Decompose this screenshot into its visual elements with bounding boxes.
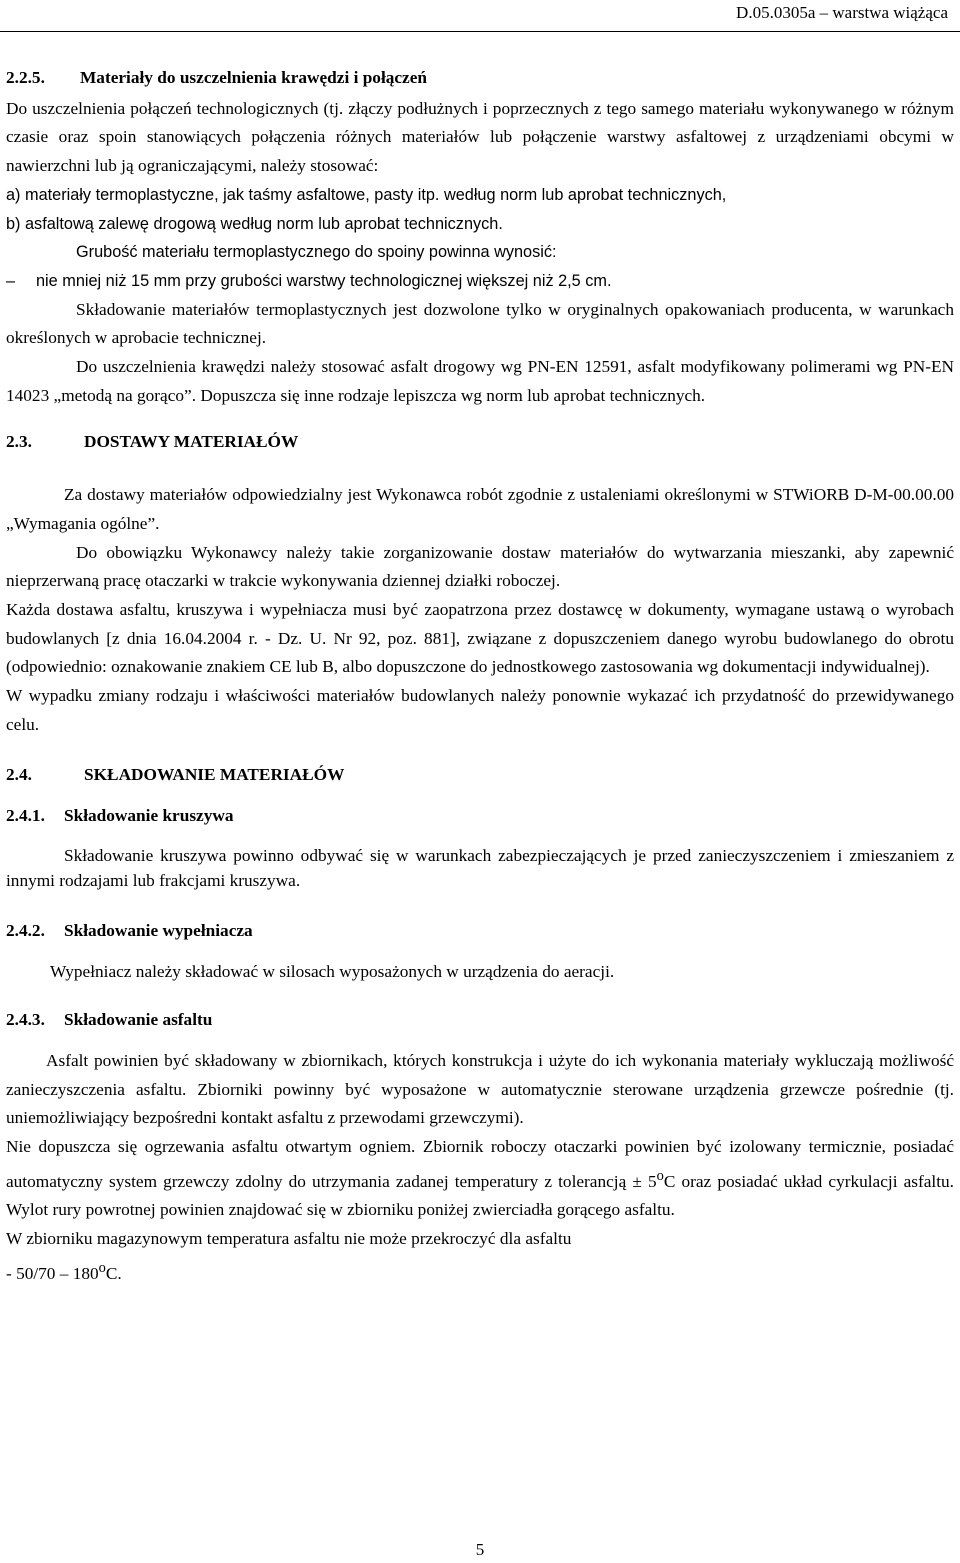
- s241-text: Składowanie kruszywa powinno odbywać się w warunkach zabezpieczających je przed zanieczyszczeniem i zmieszaniem z innymi rodzajami lub frakcjami kruszywa.: [6, 845, 954, 890]
- section-2-4-1-heading: [6, 802, 954, 831]
- section-title: DOSTAWY MATERIAŁÓW: [84, 432, 299, 452]
- section-title: Składowanie asfaltu: [64, 1010, 213, 1030]
- s243-p2-start: Nie dopuszcza się ogrzewania asfaltu otwartym ogniem. Zbiornik roboczy otaczarki powinien być izolowany termicznie, posiadać automatyczny system grzewczy zdolny do utrzymania zadanej temperatury z tolerancją ± 5: [6, 1137, 954, 1191]
- s23-p1: Za dostawy materiałów odpowiedzialny jest Wykonawca robót zgodnie z ustaleniami określonymi w STWiORB D-M-00.00.00 „Wymagania ogólne”.: [6, 485, 954, 533]
- s243-p1: Asfalt powinien być składowany w zbiornikach, których konstrukcja i użyte do ich wykonania materiały wykluczają możliwość zanieczyszczenia asfaltu. Zbiorniki powinny być wyposażone w automatycznie sterowane urządzenia grzewcze pośrednie (tj. uniemożliwiający bezpośredni kontakt asfaltu z przewodami grzewczymi).: [6, 1050, 954, 1128]
- s225-item-a: a) materiały termoplastyczne, jak taśmy asfaltowe, pasty itp. według norm lub aprobat technicznych,: [6, 185, 727, 204]
- thickness-requirement: nie mniej niż 15 mm przy grubości warstwy technologicznej większej niż 2,5 cm.: [36, 271, 612, 290]
- section-2-4-2-heading: [6, 917, 954, 946]
- s243-p3: W zbiorniku magazynowym temperatura asfaltu nie może przekroczyć dla asfaltu: [6, 1228, 572, 1248]
- section-title: Składowanie kruszywa: [64, 806, 234, 826]
- section-number: 2.3.: [6, 432, 32, 452]
- section-number: 2.4.: [6, 765, 32, 785]
- page-number: 5: [475, 1540, 485, 1559]
- section-2-2-5-heading: [6, 64, 954, 93]
- s243-p2: [6, 1133, 954, 1225]
- section-2-3-heading: [6, 428, 954, 457]
- s243-p4: [6, 1254, 954, 1288]
- dash-bullet: –: [6, 271, 16, 290]
- section-number: 2.4.3.: [6, 1010, 45, 1030]
- section-title: Składowanie wypełniacza: [64, 920, 253, 940]
- s23-p4: W wypadku zmiany rodzaju i właściwości materiałów budowlanych należy ponownie wykazać ich przydatność do przewidywanego celu.: [6, 686, 954, 734]
- section-title: SKŁADOWANIE MATERIAŁÓW: [84, 765, 345, 785]
- s23-p2: Do obowiązku Wykonawcy należy takie zorganizowanie dostaw materiałów do wytwarzania mieszanki, aby zapewnić nieprzerwaną pracę otaczarki w trakcie wykonywania dziennej działki roboczej.: [6, 542, 954, 591]
- degree-sign: o: [656, 1167, 664, 1184]
- section-number: 2.2.5.: [6, 68, 45, 87]
- s225-thickness-item: [6, 267, 954, 296]
- s225-item-b: b) asfaltową zalewę drogową według norm lub aprobat technicznych.: [6, 214, 503, 233]
- s243-p4-start: - 50/70 – 180: [6, 1263, 99, 1283]
- s225-storage: Składowanie materiałów termoplastycznych jest dozwolone tylko w oryginalnych opakowaniach producenta, w warunkach określonych w aprobacie technicznej.: [6, 299, 954, 348]
- section-2-4-3-heading: [6, 1006, 954, 1035]
- page-content: [6, 64, 954, 1288]
- s243-p4-end: C.: [105, 1263, 122, 1283]
- document-code-header: D.05.0305a – warstwa wiążąca: [736, 3, 948, 22]
- section-number: 2.4.1.: [6, 806, 45, 826]
- section-2-4-heading: [6, 761, 954, 790]
- degree-sign: o: [98, 1259, 106, 1276]
- s243-p2-end: C oraz posiadać układ cyrkulacji asfaltu. Wylot rury powrotnej powinien znajdować się w zbiorniku poniżej zwierciadła gorącego asfaltu.: [6, 1171, 954, 1220]
- s23-p3: Każda dostawa asfaltu, kruszywa i wypełniacza musi być zaopatrzona przez dostawcę w dokumenty, wymagane ustawą o wyrobach budowlanych [z dnia 16.04.2004 r. - Dz. U. Nr 92, poz. 881], związane z dopuszczeniem danego wyrobu budowlanego do obrotu (odpowiednio: oznakowanie znakiem CE lub B, albo dopuszczone do jednostkowego zastosowania wg dokumentacji indywidualnej).: [6, 599, 954, 677]
- s225-intro: Do uszczelnienia połączeń technologicznych (tj. złączy podłużnych i poprzecznych z tego samego materiału wykonywanego w różnym czasie oraz spoin stanowiących połączenia różnych materiałów lub połączenie warstwy asfaltowej z urządzeniami obcymi w nawierzchni lub ją ograniczającymi, należy stosować:: [6, 98, 954, 176]
- s225-edges: Do uszczelnienia krawędzi należy stosować asfalt drogowy wg PN-EN 12591, asfalt modyfikowany polimerami wg PN-EN 14023 „metodą na gorąco”. Dopuszcza się inne rodzaje lepiszcza wg norm lub aprobat technicznych.: [6, 357, 954, 405]
- header-divider: [0, 31, 960, 32]
- s242-text: Wypełniacz należy składować w silosach wyposażonych w urządzenia do aeracji.: [50, 961, 615, 981]
- s225-thickness-intro: Grubość materiału termoplastycznego do spoiny powinna wynosić:: [76, 243, 557, 262]
- section-number: 2.4.2.: [6, 920, 45, 940]
- section-title: Materiały do uszczelnienia krawędzi i połączeń: [80, 68, 428, 87]
